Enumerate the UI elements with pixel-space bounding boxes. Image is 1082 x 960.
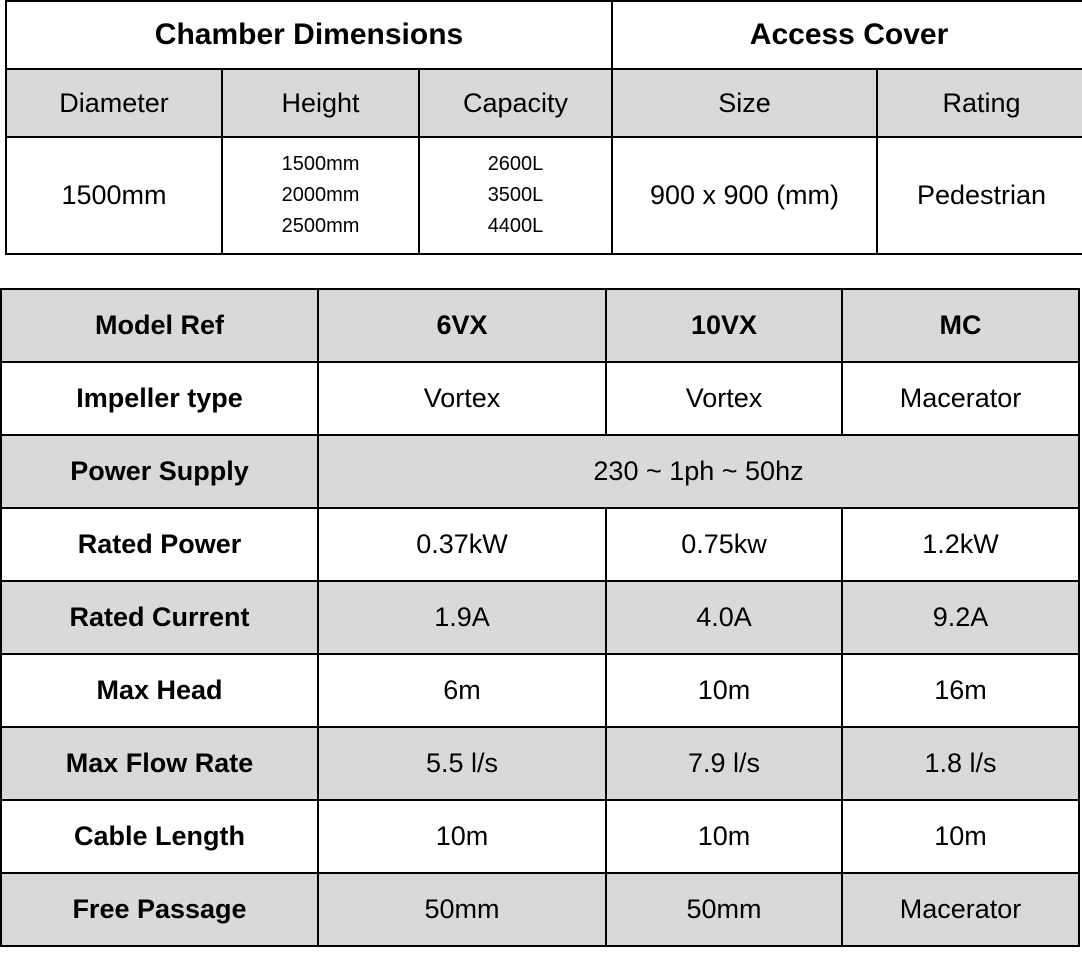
model-10vx-header: 10VX: [606, 289, 842, 362]
cell-value: Vortex: [606, 362, 842, 435]
capacity-column-header: Capacity: [419, 69, 612, 137]
cell-value: 10m: [842, 800, 1079, 873]
cell-value: 50mm: [318, 873, 606, 946]
capacity-value: 3500L: [487, 184, 544, 206]
cell-value: 10m: [318, 800, 606, 873]
cell-value: 50mm: [606, 873, 842, 946]
table-row: [1, 800, 1079, 873]
cell-value: 16m: [842, 654, 1079, 727]
chamber-dimensions-table: [5, 0, 1082, 255]
size-column-header: Size: [612, 69, 877, 137]
cover-rating-value: Pedestrian: [877, 137, 1082, 254]
cover-size-value: 900 x 900 (mm): [612, 137, 877, 254]
row-label: Max Head: [1, 654, 318, 727]
table-row: [1, 873, 1079, 946]
cell-value: 9.2A: [842, 581, 1079, 654]
model-mc-header: MC: [842, 289, 1079, 362]
cell-value: 10m: [606, 800, 842, 873]
table-row: [1, 654, 1079, 727]
row-label: Rated Power: [1, 508, 318, 581]
capacity-value: 4400L: [487, 215, 544, 237]
cell-value: 10m: [606, 654, 842, 727]
cell-value: 5.5 l/s: [318, 727, 606, 800]
power-supply-value: 230 ~ 1ph ~ 50hz: [318, 435, 1079, 508]
table-row: [1, 508, 1079, 581]
height-value: 1500mm: [281, 153, 360, 175]
cell-value: 1.9A: [318, 581, 606, 654]
table-row: [1, 435, 1079, 508]
table-row: [1, 362, 1079, 435]
cell-value: 4.0A: [606, 581, 842, 654]
cell-value: 6m: [318, 654, 606, 727]
row-label: Free Passage: [1, 873, 318, 946]
row-label: Power Supply: [1, 435, 318, 508]
cell-value: 1.8 l/s: [842, 727, 1079, 800]
cell-value: 0.75kw: [606, 508, 842, 581]
table-row: [1, 289, 1079, 362]
height-column-header: Height: [222, 69, 419, 137]
cell-value: Vortex: [318, 362, 606, 435]
table-row: [1, 727, 1079, 800]
capacity-values: [419, 137, 612, 254]
diameter-value: 1500mm: [6, 137, 222, 254]
cell-value: Macerator: [842, 362, 1079, 435]
access-cover-header: Access Cover: [612, 1, 1082, 69]
row-label: Rated Current: [1, 581, 318, 654]
height-value: 2000mm: [281, 184, 360, 206]
cell-value: 0.37kW: [318, 508, 606, 581]
model-6vx-header: 6VX: [318, 289, 606, 362]
model-ref-label: Model Ref: [1, 289, 318, 362]
cell-value: 1.2kW: [842, 508, 1079, 581]
rating-column-header: Rating: [877, 69, 1082, 137]
capacity-value: 2600L: [487, 153, 544, 175]
height-values: [222, 137, 419, 254]
model-spec-table: [0, 288, 1080, 947]
row-label: Max Flow Rate: [1, 727, 318, 800]
table-row: [1, 581, 1079, 654]
height-value: 2500mm: [281, 215, 360, 237]
diameter-column-header: Diameter: [6, 69, 222, 137]
chamber-dimensions-header: Chamber Dimensions: [6, 1, 612, 69]
row-label: Impeller type: [1, 362, 318, 435]
cell-value: 7.9 l/s: [606, 727, 842, 800]
cell-value: Macerator: [842, 873, 1079, 946]
row-label: Cable Length: [1, 800, 318, 873]
